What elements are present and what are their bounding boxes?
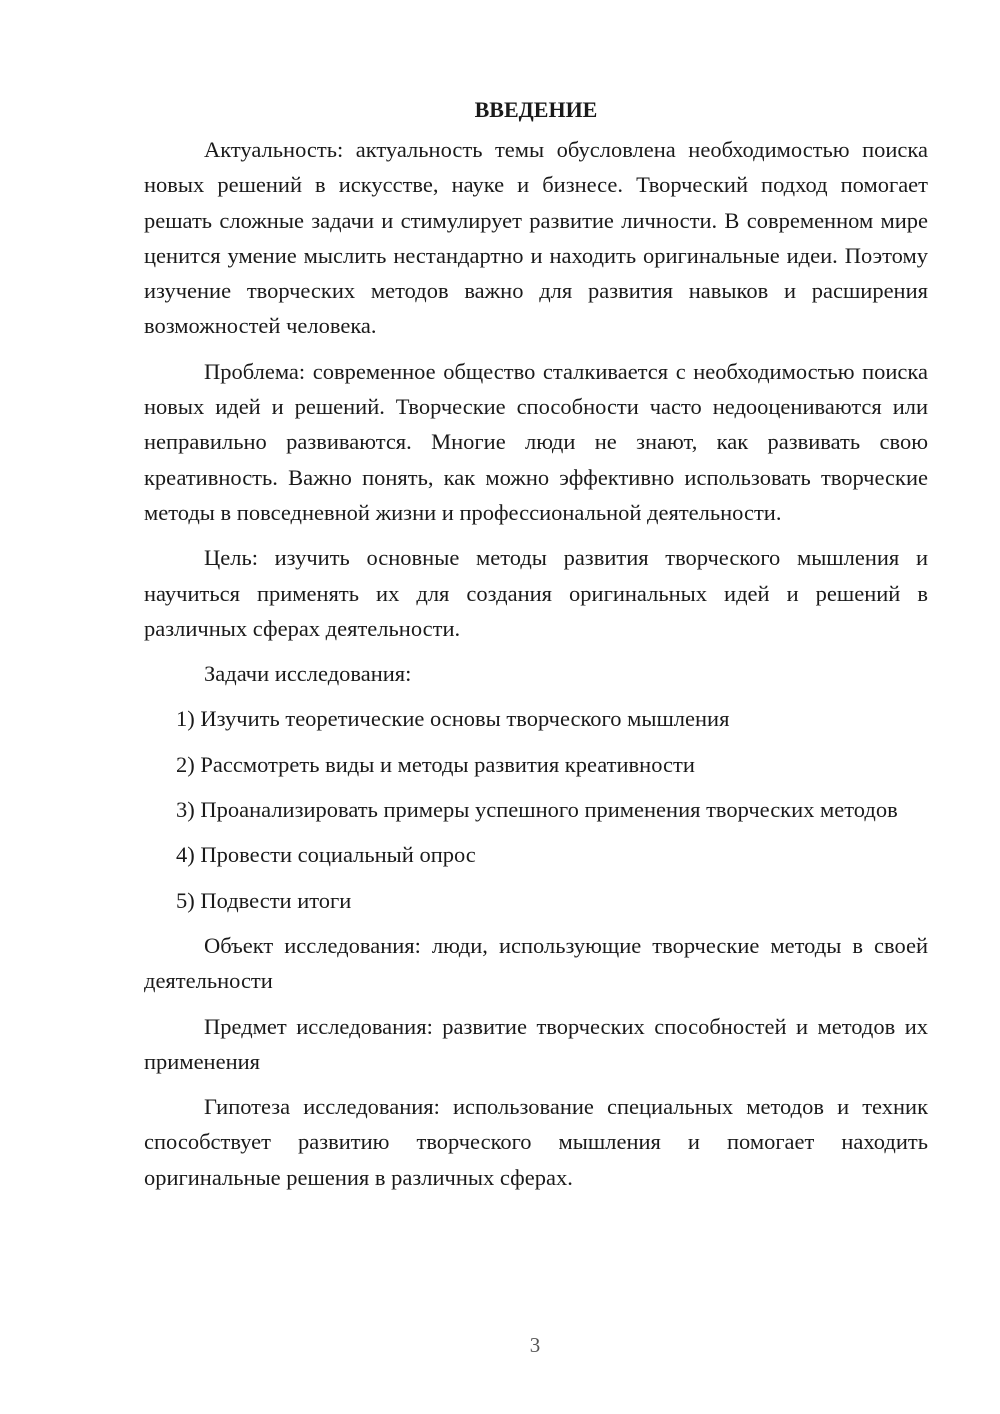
- task-item-1: 1) Изучить теоретические основы творческого мышления: [176, 706, 730, 732]
- task-item-5: 5) Подвести итоги: [176, 887, 352, 913]
- document-page: [144, 92, 928, 1205]
- paragraph-relevance: Актуальность: актуальность темы обусловлена необходимостью поиска новых решений в искусстве, науке и бизнесе. Творческий подход помогает решать сложные задачи и стимулирует развитие личности. В современном мире ценится умение мыслить нестандартно и находить оригинальные идеи. Поэтому изучение творческих методов важно для развития навыков и расширения возможностей человека.: [144, 137, 928, 339]
- task-item-2: 2) Рассмотреть виды и методы развития креативности: [176, 751, 695, 777]
- paragraph-object: Объект исследования: люди, использующие творческие методы в своей деятельности: [144, 932, 928, 994]
- page-number: 3: [529, 1333, 541, 1357]
- task-item-4: 4) Провести социальный опрос: [176, 842, 476, 868]
- task-item-3: 3) Проанализировать примеры успешного применения творческих методов: [176, 797, 898, 823]
- paragraph-hypothesis: Гипотеза исследования: использование специальных методов и техник способствует развитию творческого мышления и помогает находить оригинальные решения в различных сферах.: [144, 1094, 928, 1190]
- paragraph-problem: Проблема: современное общество сталкивается с необходимостью поиска новых идей и решений. Творческие способности часто недооцениваются или неправильно развиваются. Многие люди не знают, как развивать свою креативность. Важно понять, как можно эффективно использовать творческие методы в повседневной жизни и профессиональной деятельности.: [144, 358, 928, 525]
- paragraph-subject: Предмет исследования: развитие творческих способностей и методов их применения: [144, 1013, 928, 1074]
- page-title: ВВЕДЕНИЕ: [474, 97, 598, 122]
- tasks-heading: Задачи исследования:: [204, 661, 412, 687]
- paragraph-goal: Цель: изучить основные методы развития творческого мышления и научиться применять их для создания оригинальных идей и решений в различных сферах деятельности.: [144, 545, 928, 641]
